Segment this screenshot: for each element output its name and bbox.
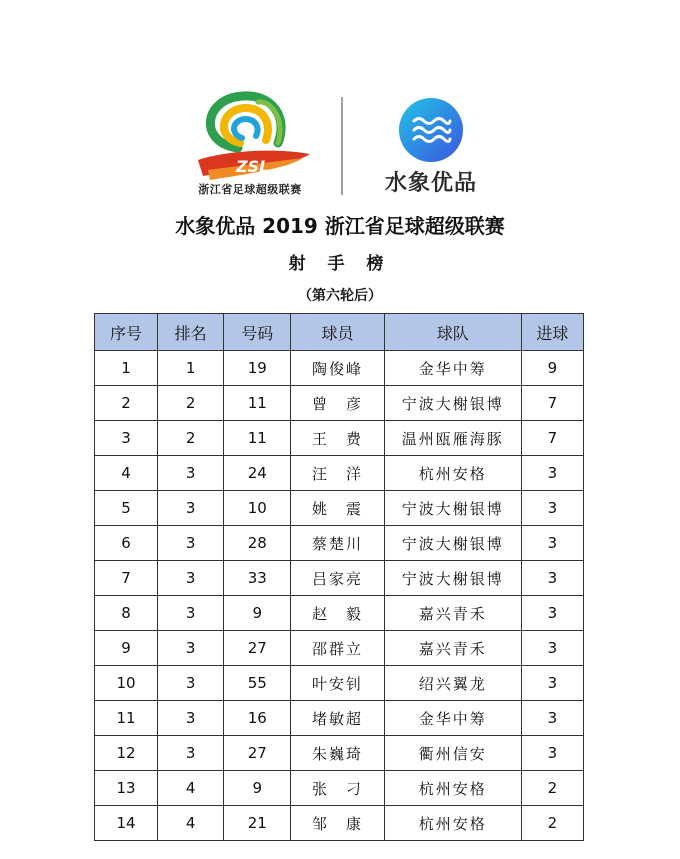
- team-cell: 宁波大榭银博: [384, 526, 521, 561]
- table-row: [95, 771, 584, 806]
- team-cell: 宁波大榭银博: [384, 561, 521, 596]
- player-cell: 蔡楚川: [291, 526, 384, 561]
- team-cell: 嘉兴青禾: [384, 631, 521, 666]
- rank-cell: 2: [158, 421, 224, 456]
- seq-cell: 11: [95, 701, 158, 736]
- round-label: （第六轮后）: [298, 288, 382, 304]
- team-cell: 金华中筹: [384, 351, 521, 386]
- team-cell: 宁波大榭银博: [384, 491, 521, 526]
- rank-cell: 3: [158, 596, 224, 631]
- logo-area: [0, 0, 680, 205]
- page-subtitle: 射 手 榜: [288, 254, 392, 274]
- goals-cell: 3: [521, 631, 583, 666]
- number-cell: 16: [224, 701, 291, 736]
- table-row: [95, 421, 584, 456]
- seq-cell: 2: [95, 386, 158, 421]
- goals-cell: 3: [521, 596, 583, 631]
- goals-cell: 2: [521, 771, 583, 806]
- table-row: [95, 596, 584, 631]
- goals-cell: 7: [521, 421, 583, 456]
- rank-cell: 3: [158, 561, 224, 596]
- player-cell: 堵敏超: [291, 701, 384, 736]
- rank-cell: 3: [158, 526, 224, 561]
- team-cell: 杭州安格: [384, 456, 521, 491]
- seq-cell: 10: [95, 666, 158, 701]
- table-row: [95, 491, 584, 526]
- table-row: [95, 736, 584, 771]
- team-cell: 衢州信安: [384, 736, 521, 771]
- svg-text:ZSL: ZSL: [236, 157, 270, 176]
- team-cell: 杭州安格: [384, 806, 521, 841]
- team-cell: 金华中筹: [384, 701, 521, 736]
- rank-cell: 1: [158, 351, 224, 386]
- shuixiang-logo: [398, 97, 464, 163]
- table-row: [95, 456, 584, 491]
- rank-cell: 3: [158, 631, 224, 666]
- player-cell: 曾 彦: [291, 386, 384, 421]
- goals-cell: 3: [521, 736, 583, 771]
- player-cell: 叶安钊: [291, 666, 384, 701]
- header-number: 号码: [224, 314, 291, 351]
- number-cell: 24: [224, 456, 291, 491]
- number-cell: 11: [224, 421, 291, 456]
- goals-cell: 3: [521, 701, 583, 736]
- table-row: [95, 526, 584, 561]
- rank-cell: 3: [158, 736, 224, 771]
- number-cell: 21: [224, 806, 291, 841]
- page-title: 水象优品 2019 浙江省足球超级联赛: [175, 214, 505, 238]
- header-rank: 排名: [158, 314, 224, 351]
- number-cell: 9: [224, 771, 291, 806]
- logo-divider: [341, 97, 343, 195]
- team-cell: 温州瓯雁海豚: [384, 421, 521, 456]
- team-cell: 嘉兴青禾: [384, 596, 521, 631]
- header-seq: 序号: [95, 314, 158, 351]
- goals-cell: 2: [521, 806, 583, 841]
- goals-cell: 3: [521, 666, 583, 701]
- seq-cell: 13: [95, 771, 158, 806]
- rank-cell: 4: [158, 771, 224, 806]
- player-cell: 王 费: [291, 421, 384, 456]
- seq-cell: 1: [95, 351, 158, 386]
- seq-cell: 14: [95, 806, 158, 841]
- goals-cell: 3: [521, 456, 583, 491]
- player-cell: 张 刁: [291, 771, 384, 806]
- number-cell: 33: [224, 561, 291, 596]
- seq-cell: 4: [95, 456, 158, 491]
- rank-cell: 4: [158, 806, 224, 841]
- seq-cell: 5: [95, 491, 158, 526]
- table-row: [95, 631, 584, 666]
- rank-cell: 3: [158, 456, 224, 491]
- table-header-row: [95, 314, 584, 351]
- table-row: [95, 701, 584, 736]
- player-cell: 邵群立: [291, 631, 384, 666]
- header-team: 球队: [384, 314, 521, 351]
- shuixiang-logo-caption: 水象优品: [384, 171, 477, 196]
- table-row: [95, 666, 584, 701]
- scorers-table: [94, 313, 584, 841]
- seq-cell: 7: [95, 561, 158, 596]
- number-cell: 27: [224, 631, 291, 666]
- goals-cell: 7: [521, 386, 583, 421]
- rank-cell: 3: [158, 666, 224, 701]
- rank-cell: 3: [158, 491, 224, 526]
- rank-cell: 2: [158, 386, 224, 421]
- number-cell: 55: [224, 666, 291, 701]
- number-cell: 10: [224, 491, 291, 526]
- goals-cell: 3: [521, 526, 583, 561]
- player-cell: 吕家亮: [291, 561, 384, 596]
- seq-cell: 6: [95, 526, 158, 561]
- player-cell: 陶俊峰: [291, 351, 384, 386]
- player-cell: 汪 洋: [291, 456, 384, 491]
- table-row: [95, 351, 584, 386]
- number-cell: 19: [224, 351, 291, 386]
- header-goals: 进球: [521, 314, 583, 351]
- team-cell: 宁波大榭银博: [384, 386, 521, 421]
- number-cell: 9: [224, 596, 291, 631]
- seq-cell: 8: [95, 596, 158, 631]
- seq-cell: 9: [95, 631, 158, 666]
- goals-cell: 9: [521, 351, 583, 386]
- number-cell: 28: [224, 526, 291, 561]
- table-row: [95, 386, 584, 421]
- zsl-logo-caption: 浙江省足球超级联赛: [198, 183, 302, 196]
- player-cell: 朱巍琦: [291, 736, 384, 771]
- table-row: [95, 561, 584, 596]
- number-cell: 11: [224, 386, 291, 421]
- player-cell: 邹 康: [291, 806, 384, 841]
- seq-cell: 12: [95, 736, 158, 771]
- seq-cell: 3: [95, 421, 158, 456]
- player-cell: 赵 毅: [291, 596, 384, 631]
- table-row: [95, 806, 584, 841]
- team-cell: 绍兴翼龙: [384, 666, 521, 701]
- player-cell: 姚 震: [291, 491, 384, 526]
- goals-cell: 3: [521, 491, 583, 526]
- header-player: 球员: [291, 314, 384, 351]
- number-cell: 27: [224, 736, 291, 771]
- team-cell: 杭州安格: [384, 771, 521, 806]
- goals-cell: 3: [521, 561, 583, 596]
- rank-cell: 3: [158, 701, 224, 736]
- table-body: [95, 351, 584, 841]
